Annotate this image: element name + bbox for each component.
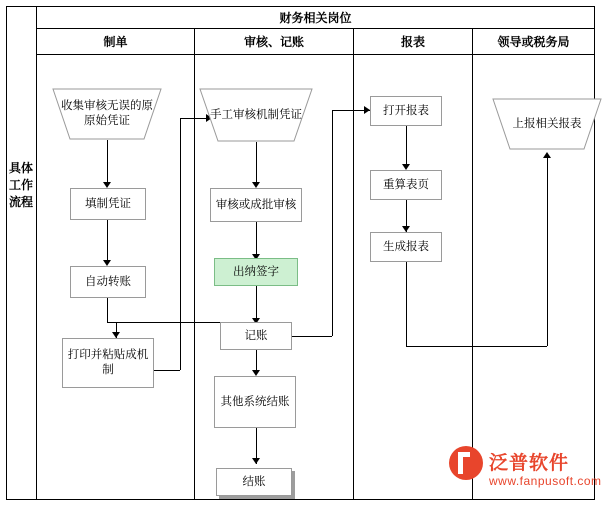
arrowhead-other-to-close	[252, 458, 260, 464]
node-close-book-label: 结账	[242, 475, 266, 488]
node-open-report-label: 打开报表	[383, 104, 429, 117]
node-print-paste-label: 打印并粘贴成机制	[67, 349, 149, 376]
node-approve-label: 审核或成批审核	[215, 198, 297, 211]
connector-auto-down	[107, 298, 108, 322]
column-header-baobiao: 报表	[353, 29, 472, 55]
node-submit-report	[492, 98, 602, 150]
node-recalc-page	[370, 170, 442, 200]
node-other-system	[214, 376, 296, 428]
node-open-report	[370, 96, 442, 126]
arrowhead-rail-up	[543, 152, 551, 158]
node-generate-report	[370, 232, 442, 262]
node-book-entry-label: 记账	[244, 329, 268, 342]
node-book-entry	[220, 322, 292, 350]
column-header-zhidan: 制单	[36, 29, 194, 55]
node-cashier-sign-label: 出纳签字	[233, 265, 279, 278]
node-manual-check-label: 手工审核机制凭证	[210, 108, 302, 121]
node-recalc-page-label: 重算表页	[383, 178, 429, 191]
node-manual-check	[199, 88, 313, 142]
node-approve	[210, 188, 302, 222]
column-header-shenhe: 审核、记账	[194, 29, 353, 55]
connector-approve-to-sign	[256, 222, 257, 254]
connector-fill-to-auto	[107, 220, 108, 260]
connector-bottom-rail	[406, 346, 547, 347]
node-other-system-label: 其他系统结账	[220, 395, 290, 408]
arrowhead-to-print-paste	[112, 332, 120, 338]
connector-generate-down	[406, 262, 407, 346]
brand-logo-icon	[449, 446, 483, 480]
brand-url: www.fanpusoft.com	[489, 474, 602, 488]
node-generate-report-label: 生成报表	[383, 240, 429, 253]
diagram-title: 财务相关岗位	[36, 7, 594, 29]
connector-sign-to-book	[256, 286, 257, 318]
node-submit-report-label: 上报相关报表	[512, 117, 582, 130]
connector-print-right	[154, 370, 180, 371]
node-cashier-sign	[214, 258, 298, 286]
node-collect-check	[52, 88, 162, 140]
connector-manual-to-approve	[256, 142, 257, 182]
node-collect-check-label: 收集审核无误的原原始凭证	[61, 100, 153, 127]
watermark	[449, 444, 602, 498]
node-auto-transfer-label: 自动转账	[85, 275, 131, 288]
connector-print-loop-up	[180, 118, 181, 370]
connector-open-to-recalc	[406, 126, 407, 164]
connector-collect-to-fill	[107, 140, 108, 182]
node-auto-transfer	[70, 266, 146, 298]
connector-auto-to-right	[107, 322, 225, 323]
node-print-paste	[62, 338, 154, 388]
node-fill-voucher	[70, 188, 146, 220]
node-close-book	[216, 468, 292, 496]
node-fill-voucher-label: 填制凭证	[85, 197, 131, 210]
connector-rail-up	[547, 158, 548, 346]
swimlane-label: 具体工作流程	[8, 161, 33, 209]
connector-book-right	[292, 336, 332, 337]
column-header-lingdao: 领导或税务局	[472, 29, 594, 55]
brand-name: 泛普软件	[489, 453, 570, 474]
connector-book-right-up	[332, 110, 333, 336]
